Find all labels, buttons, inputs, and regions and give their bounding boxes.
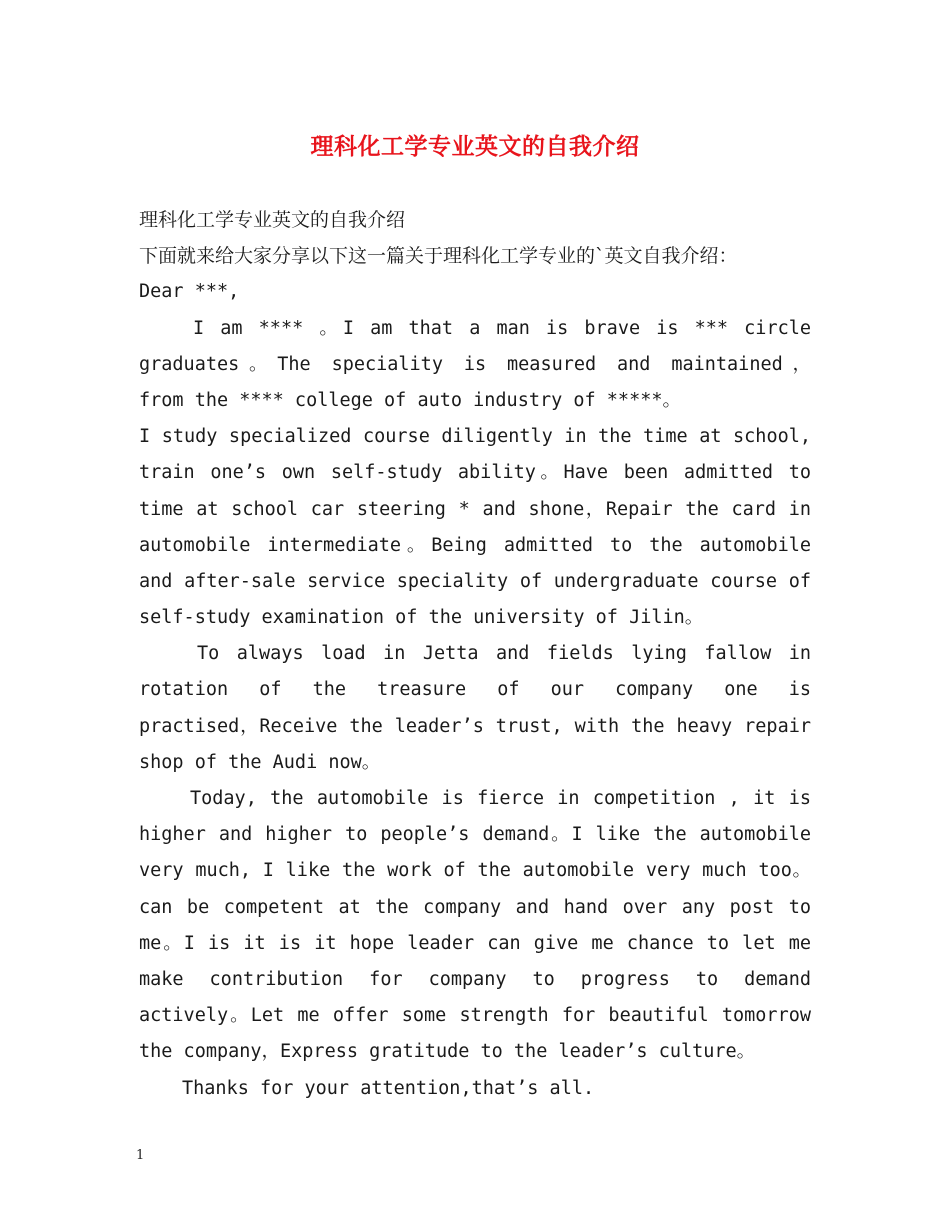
- paragraph-line: rotation of the treasure of our company one is: [139, 679, 811, 701]
- paragraph-line: can be competent at the company and hand over any post to: [139, 896, 811, 918]
- body-heading-line: 理科化工学专业英文的自我介绍: [139, 209, 406, 231]
- paragraph-line: automobile intermediate。Being admitted to the automobile: [139, 534, 811, 556]
- paragraph-line: To always load in Jetta and fields lying fallow in: [197, 643, 811, 665]
- page-number: 1: [136, 1148, 145, 1163]
- paragraph-line: make contribution for company to progress to demand: [139, 968, 811, 990]
- paragraph-line: from the **** college of auto industry of *****。: [139, 389, 681, 411]
- paragraph-line: I am **** 。I am that a man is brave is *** circle: [193, 317, 811, 339]
- paragraph-line: self-study examination of the university of Jilin。: [139, 607, 704, 629]
- body-intro-line: 下面就来给大家分享以下这一篇关于理科化工学专业的`英文自我介绍：: [139, 245, 738, 268]
- paragraph-line: and after-sale service speciality of undergraduate course of: [139, 570, 811, 592]
- paragraph-line: time at school car steering * and shone，Repair the card in: [139, 498, 811, 520]
- paragraph-line: I study specialized course diligently in the time at school,: [139, 426, 811, 448]
- closing-line: Thanks for your attention,that’s all.: [182, 1077, 595, 1099]
- paragraph-line: graduates。The speciality is measured and maintained，: [139, 353, 811, 375]
- paragraph-line: shop of the Audi now。: [139, 751, 381, 773]
- paragraph-line: the company，Express gratitude to the leader’s culture。: [139, 1041, 756, 1063]
- document-title: 理科化工学专业英文的自我介绍: [310, 133, 640, 160]
- paragraph-line: actively。Let me offer some strength for beautiful tomorrow: [139, 1005, 811, 1027]
- paragraph-line: Today, the automobile is fierce in competition , it is: [190, 788, 811, 809]
- paragraph-line: very much, I like the work of the automobile very much too。: [139, 860, 811, 882]
- paragraph-line: train one’s own self-study ability。Have been admitted to: [139, 462, 811, 484]
- document-body: [139, 202, 811, 1107]
- paragraph-line: higher and higher to people’s demand。I like the automobile: [139, 824, 811, 846]
- paragraph-line: practised，Receive the leader’s trust, with the heavy repair: [139, 715, 811, 737]
- salutation-line: Dear ***,: [139, 281, 240, 303]
- paragraph-line: me。I is it is it hope leader can give me chance to let me: [139, 932, 811, 954]
